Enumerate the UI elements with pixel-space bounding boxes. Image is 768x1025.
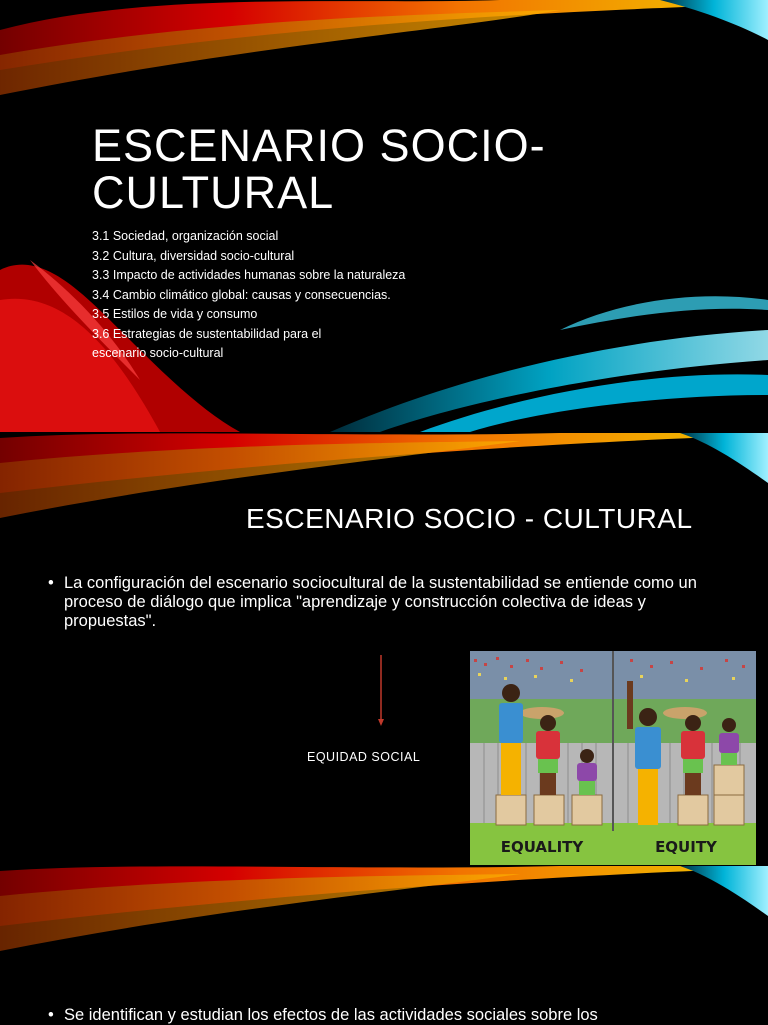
arrow-down-icon <box>371 655 391 727</box>
topic-list <box>92 227 492 364</box>
bullet-icon: • <box>48 574 54 592</box>
list-item: 3.2 Cultura, diversidad socio-cultural <box>92 248 295 263</box>
bullet-text: La configuración del escenario sociocultural de la sustentabilidad se entiende como un proceso de diálogo que implica "aprendizaje y construcción colectiva de ideas y propuestas". <box>64 574 697 630</box>
slide-3 <box>0 866 768 1024</box>
bullet-icon: • <box>48 1006 54 1024</box>
list-item: 3.6 Estrategias de sustentabilidad para el escenario socio-cultural <box>92 326 322 360</box>
slide-2-bullet <box>48 574 708 631</box>
bullet-text: Se identifican y estudian los efectos de las actividades sociales sobre los <box>64 1006 598 1024</box>
equity-caption: EQUITY <box>655 838 717 856</box>
slide-1-title: ESCENARIO SOCIO-CULTURAL <box>92 120 546 218</box>
equidad-social-label: EQUIDAD SOCIAL <box>307 750 421 764</box>
swoosh-background <box>0 866 768 1024</box>
slide-1 <box>0 0 768 432</box>
slide-2-title: ESCENARIO SOCIO - CULTURAL <box>246 503 693 534</box>
list-item: 3.4 Cambio climático global: causas y consecuencias. <box>92 287 391 302</box>
list-item: 3.5 Estilos de vida y consumo <box>92 307 258 321</box>
list-item: 3.1 Sociedad, organización social <box>92 229 279 243</box>
slide-3-bullet <box>48 1006 748 1025</box>
equality-equity-illustration <box>470 651 756 865</box>
equality-caption: EQUALITY <box>500 838 584 856</box>
list-item: 3.3 Impacto de actividades humanas sobre la naturaleza <box>92 268 406 282</box>
